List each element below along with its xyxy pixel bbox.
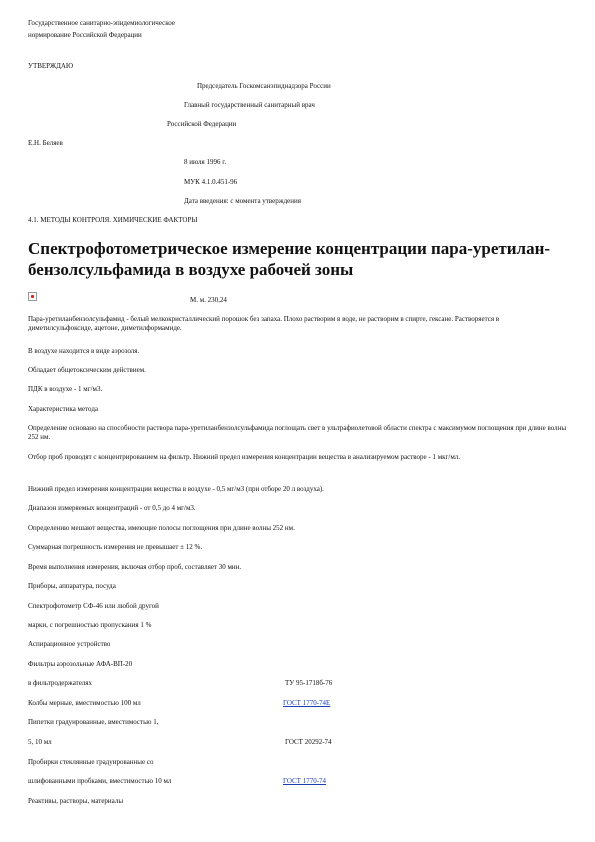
paragraph-aerosol: В воздухе находится в виде аэрозоля. xyxy=(28,347,140,355)
document-number: МУК 4.1.0.451-96 xyxy=(184,178,238,186)
chair-line: Председатель Госкомсанэпиднадзора России xyxy=(197,82,331,90)
equipment-spectrophotometer-cont: марки, с погрешностью пропускания 1 % xyxy=(28,621,152,629)
approved-label: УТВЕРЖДАЮ xyxy=(28,62,74,70)
approval-date: 8 июля 1996 г. xyxy=(184,158,227,166)
paragraph-pdk: ПДК в воздухе - 1 мг/м3. xyxy=(28,385,103,393)
broken-image-icon xyxy=(28,292,37,301)
equipment-pipettes-cont: 5, 10 мл xyxy=(28,738,52,746)
gost-link-tubes[interactable]: ГОСТ 1770-74 xyxy=(283,777,327,785)
equipment-flasks: Колбы мерные, вместимостью 100 мл xyxy=(28,699,141,707)
org-line-1: Государственное санитарно-эпидемиологическое xyxy=(28,19,175,27)
gost-link-flasks[interactable]: ГОСТ 1770-74Е xyxy=(283,699,331,707)
effective-date: Дата введения: с момента утверждения xyxy=(184,197,301,205)
equipment-aspirator: Аспирационное устройство xyxy=(28,640,111,648)
equipment-filter-holders-ref: ТУ 95-1718б-76 xyxy=(285,679,333,687)
paragraph-error: Суммарная погрешность измерения не превышает ± 12 %. xyxy=(28,543,203,551)
equipment-filters: Фильтры аэрозольные АФА-ВП-20 xyxy=(28,660,133,668)
org-line-2: нормирование Российской Федерации xyxy=(28,31,142,39)
subheading-reagents: Реактивы, растворы, материалы xyxy=(28,797,124,805)
equipment-spectrophotometer: Спектрофотометр СФ-46 или любой другой xyxy=(28,602,159,610)
paragraph-toxicity: Обладает общетоксическим действием. xyxy=(28,366,146,374)
rf-line: Российской Федерации xyxy=(167,120,237,128)
subheading-method: Характеристика метода xyxy=(28,405,99,413)
page-title: Спектрофотометрическое измерение концентрации пара-уретилан-бензолсульфамида в воздухе рабочей зоны xyxy=(28,239,551,279)
subheading-equipment: Приборы, аппаратура, посуда xyxy=(28,582,116,590)
paragraph-lower-limit: Нижний предел измерения концентрации вещества в воздухе - 0,5 мг/м3 (при отборе 20 л воздуха). xyxy=(28,485,324,493)
paragraph-description: Пара-уретиланбензолсульфамид - белый мелкокристаллический порошок без запаха. Плохо растворим в воде, не растворим в спирте, гексане. Растворяется в диметилсульфоксиде, ацетоне, диметилформамиде. xyxy=(28,315,500,332)
chief-doctor-line: Главный государственный санитарный врач xyxy=(184,101,315,109)
section-heading: 4.1. МЕТОДЫ КОНТРОЛЯ. ХИМИЧЕСКИЕ ФАКТОРЫ xyxy=(28,216,198,224)
equipment-tubes-cont: шлифованными пробками, вместимостью 10 мл xyxy=(28,777,172,785)
equipment-pipettes-ref: ГОСТ 20292-74 xyxy=(285,738,332,746)
paragraph-interference: Определению мешают вещества, имеющие полосы поглощения при длине волны 252 нм. xyxy=(28,524,295,532)
equipment-pipettes: Пипетки градуированные, вместимостью 1, xyxy=(28,718,159,726)
paragraph-sampling: Отбор проб проводят с концентрированием на фильтр. Нижний предел измерения концентрации вещества в анализируемом растворе - 1 мкг/мл. xyxy=(28,453,461,461)
signatory-name: Е.Н. Беляев xyxy=(28,139,63,147)
equipment-tubes: Пробирки стеклянные градуированные со xyxy=(28,758,154,766)
paragraph-range: Диапазон измеряемых концентраций - от 0,5 до 4 мг/м3. xyxy=(28,504,196,512)
paragraph-principle: Определение основано на способности раствора пара-уретиланбензолсульфамида поглощать свет в ультрафиолетовой области спектра с максимумом поглощения при длине волны 252 нм. xyxy=(28,424,567,441)
equipment-filter-holders: в фильтродержателях xyxy=(28,679,93,687)
paragraph-time: Время выполнения измерения, включая отбор проб, составляет 30 мин. xyxy=(28,563,242,571)
molecular-mass: М. м. 230,24 xyxy=(190,296,227,304)
